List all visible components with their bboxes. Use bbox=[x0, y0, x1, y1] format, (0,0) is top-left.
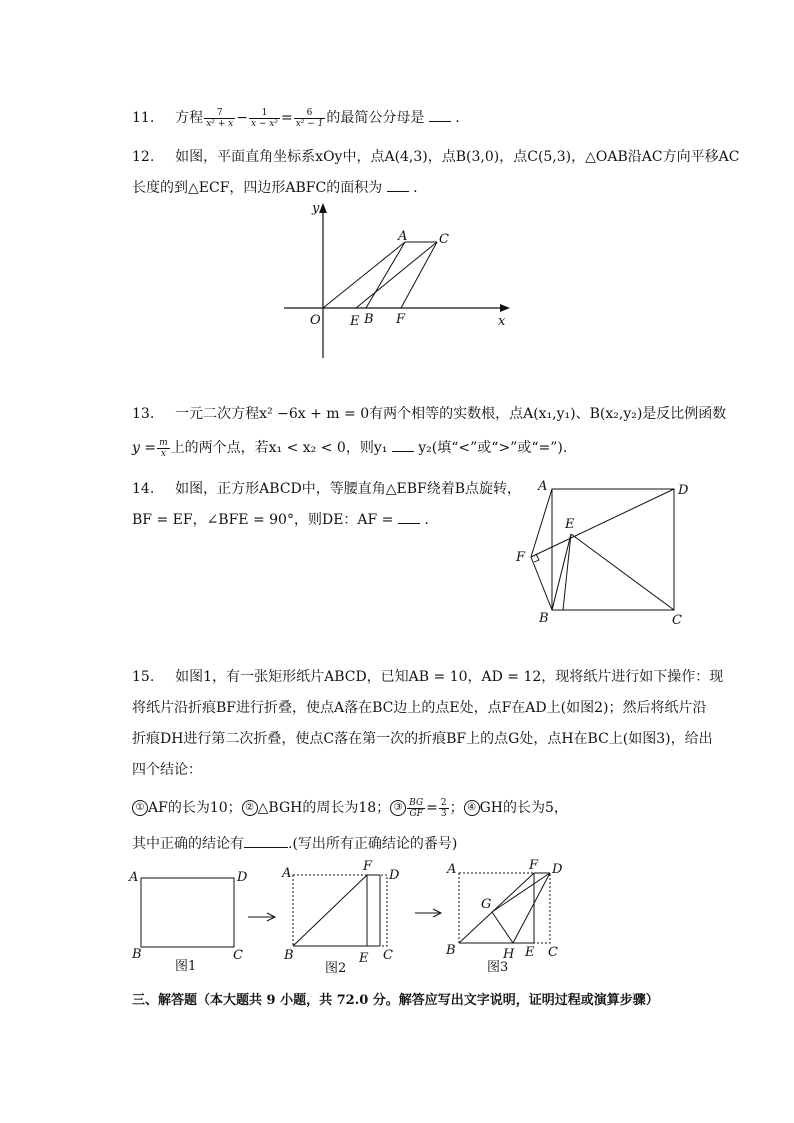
segment-EC bbox=[571, 534, 674, 610]
question-11 bbox=[132, 107, 460, 129]
question-13 bbox=[132, 403, 726, 423]
label-E: E bbox=[565, 517, 575, 532]
fig2-label-C: C bbox=[383, 948, 393, 963]
q14-figure bbox=[508, 472, 708, 632]
label-A: A bbox=[398, 229, 408, 244]
fig2-fold-BF bbox=[293, 875, 367, 946]
label-O: O bbox=[310, 313, 321, 328]
fig3-GH bbox=[492, 912, 513, 943]
fig1-label-D: D bbox=[237, 870, 248, 885]
q15-answer-blank[interactable] bbox=[244, 835, 288, 848]
q13-fraction: $\frac{m}{x}$ bbox=[159, 437, 168, 459]
q11-minus: − bbox=[236, 110, 248, 126]
segment-FB bbox=[531, 557, 552, 610]
fig3-label-G: G bbox=[481, 897, 492, 912]
label-x: x bbox=[498, 314, 506, 329]
q13-answer-blank[interactable] bbox=[392, 439, 414, 452]
q11-fraction-2: $\frac{1}{\text{x − x²}}$ bbox=[250, 107, 278, 129]
q13-line1: 一元二次方程x² −6x + m = 0有两个相等的实数根，点A(x₁,y₁)、B(x₂,y₂)是反比例函数 bbox=[175, 406, 727, 422]
q15-figures bbox=[125, 855, 575, 980]
q15-fraction-2-3: $\frac{2}{3}$ bbox=[440, 797, 447, 819]
question-15 bbox=[132, 666, 723, 686]
q12-number: 12. bbox=[132, 149, 155, 165]
fig3-GD bbox=[492, 873, 550, 912]
q12-line2: 长度的到△ECF，四边形ABFC的面积为 . bbox=[132, 180, 418, 196]
label-y: y bbox=[312, 201, 320, 216]
q11-prefix: 方程 bbox=[175, 110, 204, 126]
q14-line2: BF = EF，∠BFE = 90°，则DE：AF = . bbox=[132, 512, 429, 528]
q12-answer-blank[interactable] bbox=[387, 179, 409, 192]
q11-answer-blank[interactable] bbox=[429, 109, 451, 122]
x-axis-arrow bbox=[500, 304, 510, 312]
label-B: B bbox=[364, 312, 374, 327]
segment-EC bbox=[356, 242, 437, 308]
segment-EH bbox=[563, 534, 571, 610]
circle-4: ④ bbox=[464, 800, 480, 816]
fig3-label-B: B bbox=[446, 943, 456, 958]
fig1-label-C: C bbox=[233, 948, 243, 963]
fig1-label-B: B bbox=[132, 947, 142, 962]
fig3-label-E: E bbox=[525, 945, 535, 960]
fig3-label-D: D bbox=[552, 862, 563, 877]
square-ABCD bbox=[552, 489, 674, 610]
q15-line1: 如图1，有一张矩形纸片ABCD，已知AB = 10，AD = 12，现将纸片进行如下操作：现 bbox=[175, 669, 724, 685]
fig3-dotted-rectangle bbox=[459, 873, 550, 943]
q11-fraction-3: $\frac{6}{\text{x² − 1}}$ bbox=[295, 107, 324, 129]
fig2-label-F: F bbox=[363, 859, 373, 874]
q11-fraction-1: $\frac{7}{\text{x² + x}}$ bbox=[206, 107, 234, 129]
label-A: A bbox=[538, 479, 548, 494]
q14-number: 14. bbox=[132, 481, 155, 497]
q12-figure bbox=[270, 195, 530, 365]
y-axis-arrow bbox=[319, 203, 327, 213]
question-12 bbox=[132, 146, 739, 166]
label-C: C bbox=[672, 613, 682, 628]
section-3-heading: 三、解答题（本大题共 9 小题，共 72.0 分。解答应写出文字说明，证明过程或演算步骤） bbox=[132, 993, 659, 1008]
label-E: E bbox=[350, 314, 360, 329]
label-D: D bbox=[678, 483, 689, 498]
q15-number: 15. bbox=[132, 669, 155, 685]
q15-line4: 四个结论： bbox=[132, 762, 202, 778]
q13-line2: y = $\frac{m}{x}$ 上的两个点，若x₁ < x₂ < 0，则y₁ y₂(填“<”或“>”或“=”). bbox=[132, 437, 568, 459]
fig3-label-C: C bbox=[548, 945, 558, 960]
circle-1: ① bbox=[132, 800, 148, 816]
q11-equals: = bbox=[280, 110, 293, 126]
fig3-label-H: H bbox=[503, 947, 515, 962]
fig2-label-A: A bbox=[282, 866, 292, 881]
q13-number: 13. bbox=[132, 406, 155, 422]
fig1-caption: 图1 bbox=[175, 959, 197, 974]
q14-line1: 如图，正方形ABCD中，等腰直角△EBF绕着B点旋转， bbox=[175, 481, 522, 497]
q11-suffix: 的最简公分母是 bbox=[326, 110, 425, 126]
q11-number: 11. bbox=[132, 110, 155, 126]
fig1-label-A: A bbox=[129, 870, 139, 885]
q14-answer-blank[interactable] bbox=[398, 511, 420, 524]
fig2-label-E: E bbox=[359, 951, 369, 966]
q15-line6: 其中正确的结论有 .(写出所有正确结论的番号) bbox=[132, 836, 458, 852]
q15-line2: 将纸片沿折痕BF进行折叠，使点A落在BC边上的点E处，点F在AD上(如图2)；然后将纸片沿 bbox=[132, 700, 707, 716]
label-B: B bbox=[539, 611, 549, 626]
q15-line3: 折痕DH进行第二次折叠，使点C落在第一次的折痕BF上的点G处，点H在BC上(如图3)，给出 bbox=[132, 731, 713, 747]
circle-3: ③ bbox=[390, 800, 406, 816]
circle-2: ② bbox=[242, 800, 258, 816]
fig2-label-B: B bbox=[284, 948, 294, 963]
label-C: C bbox=[439, 232, 449, 247]
q15-fraction-bg-gf: $\frac{BG}{GF}$ bbox=[409, 797, 424, 819]
q12-line1: 如图，平面直角坐标系xOy中，点A(4,3)，点B(3,0)，点C(5,3)，△OAB沿AC方向平移AC bbox=[175, 149, 740, 165]
label-F: F bbox=[516, 550, 526, 565]
fig2-label-D: D bbox=[389, 868, 400, 883]
q15-conclusions: ① AF的长为10； ② △BGH的周长为18； ③ $\frac{BG}{GF}$ = $\frac{2}{3}$ ； ④ GH的长为5， bbox=[132, 797, 568, 819]
segment-CF bbox=[401, 242, 437, 308]
fig2-caption: 图2 bbox=[325, 961, 347, 976]
segment-AB bbox=[366, 242, 405, 308]
fig1-rectangle bbox=[141, 878, 234, 947]
fig3-fold-BF bbox=[459, 873, 534, 943]
segment-AF bbox=[531, 489, 552, 557]
fig3-label-A: A bbox=[447, 862, 457, 877]
fig3-caption: 图3 bbox=[487, 960, 509, 975]
fig3-fold-DH bbox=[513, 873, 550, 943]
label-F: F bbox=[396, 312, 406, 327]
fig3-label-F: F bbox=[529, 858, 539, 873]
fig2-dotted-rectangle bbox=[293, 875, 387, 946]
question-14 bbox=[132, 478, 521, 498]
q11-end: . bbox=[455, 110, 460, 126]
segment-OA bbox=[323, 242, 405, 308]
